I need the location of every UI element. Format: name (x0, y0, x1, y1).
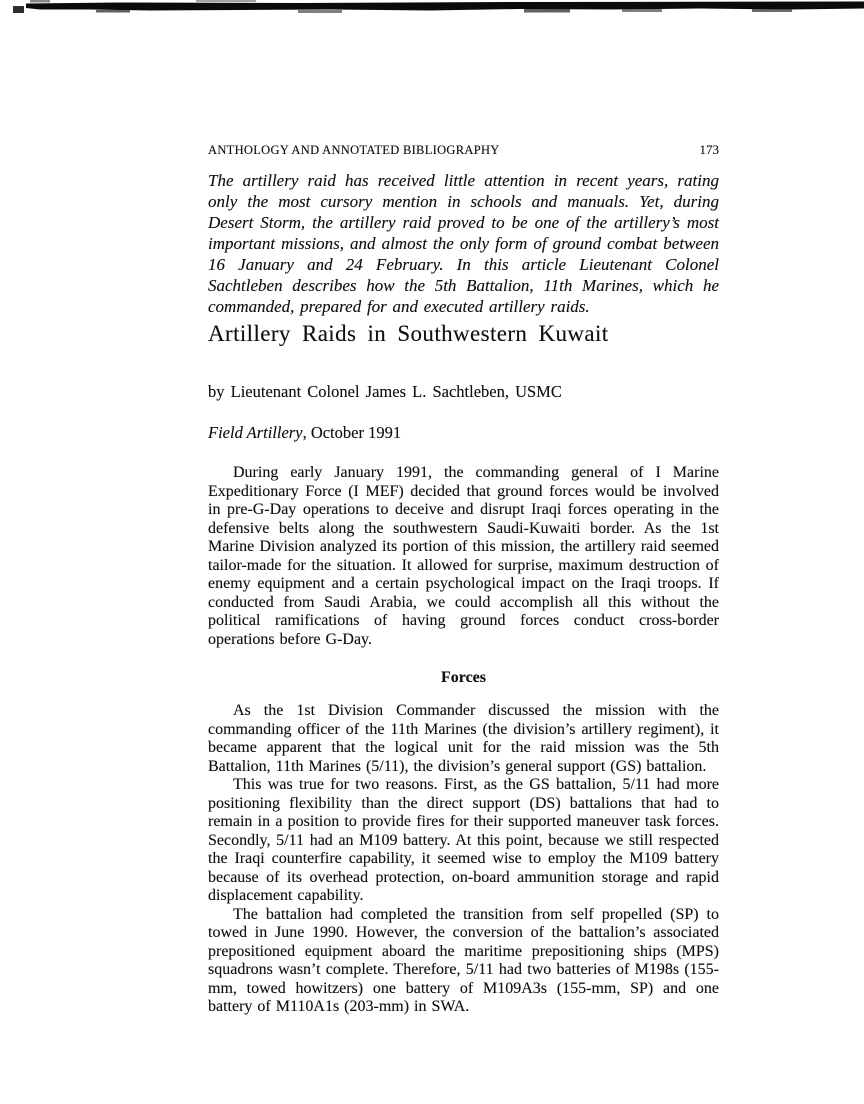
page-number: 173 (699, 142, 719, 157)
intro-abstract: The artillery raid has received little attention in recent years, rating only the most cursory mention in schools and manuals. Yet, during Desert Storm, the artillery raid proved to be one of the artillery’s most important missions, and almost the only form of ground combat between 16 January and 24 February. In this article Lieutenant Colonel Sachtleben describes how the 5th Battalion, 11th Marines, which he commanded, prepared for and executed artillery raids. (208, 171, 719, 316)
body-paragraph-2: As the 1st Division Commander discussed the mission with the commanding officer of the 11th Marines (the division’s artillery regiment), it became apparent that the logical unit for the raid mission was the 5th Battalion, 11th Marines (5/11), the division’s general support (GS) battalion. (208, 702, 719, 775)
body-paragraph-4: The battalion had completed the transition from self propelled (SP) to towed in June 1990. However, the conversion of the battalion’s associated prepositioned equipment aboard the maritime prepositioning ships (MPS) squadrons wasn’t complete. Therefore, 5/11 had two batteries of M198s (155-mm, towed howitzers) one battery of M109A3s (155-mm, SP) and one battery of M110A1s (203-mm) in SWA. (208, 905, 719, 1015)
body-paragraph-1: During early January 1991, the commanding general of I Marine Expeditionary Force (I MEF) decided that ground forces would be involved in pre-G-Day operations to deceive and disrupt Iraqi forces operating in the defensive belts along the southwestern Saudi-Kuwaiti border. As the 1st Marine Division analyzed its portion of this mission, the artillery raid seemed tailor-made for the situation. It allowed for surprise, maximum destruction of enemy equipment and a certain psychological impact on the Iraqi troops. If conducted from Saudi Arabia, we could accomplish all this without the political ramifications of having ground forces conduct cross-border operations before G-Day. (208, 464, 719, 648)
source-date: , October 1991 (302, 423, 402, 442)
scan-smudge (30, 0, 50, 3)
byline: by Lieutenant Colonel James L. Sachtleben, USMC (208, 382, 562, 401)
running-header (208, 142, 719, 158)
scan-smudge (752, 9, 792, 12)
article-title: Artillery Raids in Southwestern Kuwait (208, 321, 609, 346)
running-title: ANTHOLOGY AND ANNOTATED BIBLIOGRAPHY (208, 143, 500, 157)
text-column (208, 0, 719, 1017)
scan-speck (13, 6, 24, 13)
scan-smudge (96, 10, 130, 13)
section-heading-forces: Forces (440, 669, 486, 686)
body-paragraph-3: This was true for two reasons. First, as the GS battalion, 5/11 had more positioning flexibility than the direct support (DS) battalions that had to remain in a position to provide fires for their supported maneuver task forces. Secondly, 5/11 had an M109 battery. At this point, because we still respected the Iraqi counterfire capability, it seemed wise to employ the M109 battery because of its overhead protection, on-board ammunition storage and rapid displacement capability. (208, 776, 719, 904)
source-publication: Field Artillery (208, 423, 303, 442)
source-line (208, 422, 719, 443)
